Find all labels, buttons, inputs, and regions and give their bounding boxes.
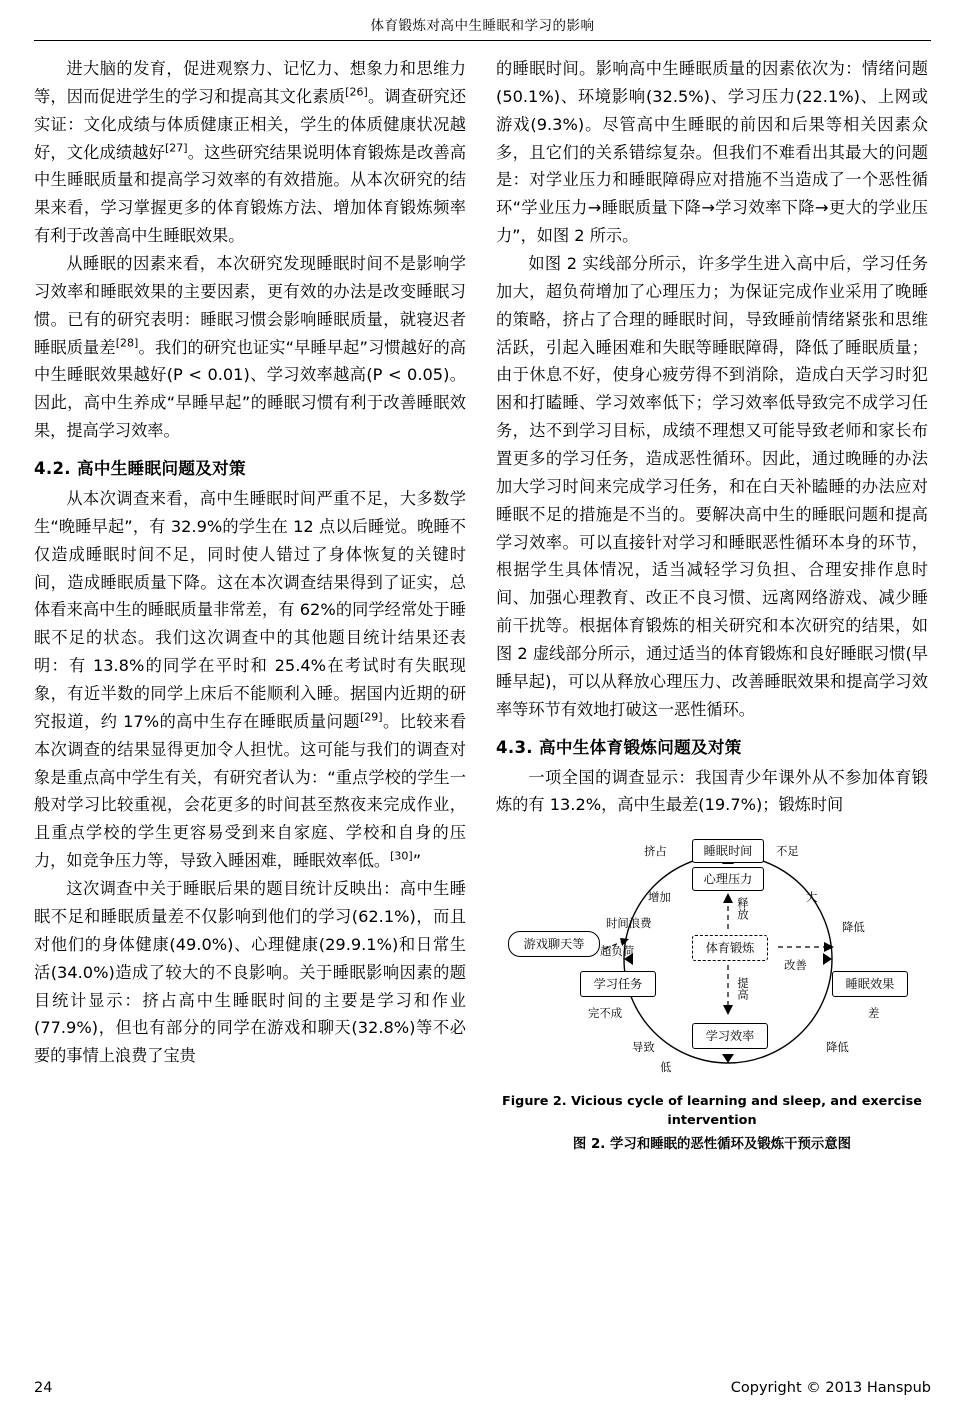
figure-diagram bbox=[496, 831, 928, 1089]
node-learning-efficiency bbox=[692, 1023, 768, 1049]
paragraph: 从本次调查来看，高中生睡眠时间严重不足，大多数学生“晚睡早起”，有 32.9%的学生在 12 点以后睡觉。晚睡不仅造成睡眠时间不足，同时使人错过了身体恢复的关键时间，造成睡眠质量下降。这在本次调查结果得到了证实，总体看来高中生的睡眠质量非常差，有 62%的同学经常处于睡眠不足的状态。我们这次调查中的其他题目统计结果还表明：有 13.8%的同学在平时和 25.4%在考试时有失眠现象，有近半数的同学上床后不能顺利入睡。据国内近期的研究报道，约 17%的高中生存在睡眠质量问题[29]。比较来看本次调查的结果显得更加令人担忧。这可能与我们的调查对象是重点高中学生有关，有研究者认为：“重点学校的学生一般对学习比较重视，会花更多的时间甚至熬夜来完成作业，且重点学校的学生更容易受到来自家庭、学校和自身的压力，如竞争压力等，导致入睡困难，睡眠效率低。[30]” bbox=[34, 489, 467, 871]
node-label: 游戏聊天等 bbox=[523, 936, 585, 951]
edge-label-increase: 增加 bbox=[648, 890, 671, 905]
paragraph: 进大脑的发育，促进观察力、记忆力、想象力和思维力等，因而促进学生的学习和提高其文化素质[26]。调查研究还实证：文化成绩与体质健康正相关，学生的体质健康状况越好，文化成绩越好[27]。这些研究结果说明体育锻炼是改善高中生睡眠质量和提高学习效率的有效措施。从本次研究的结果来看，学习掌握更多的体育锻炼方法、增加体育锻炼频率有利于改善高中生睡眠效果。 bbox=[34, 59, 467, 246]
edge-label-raise: 提高 bbox=[735, 977, 750, 1001]
left-column bbox=[34, 55, 466, 1070]
node-label: 心理压力 bbox=[703, 871, 753, 886]
edge-label-cause: 导致 bbox=[632, 1040, 655, 1055]
copyright-notice: Copyright © 2013 Hanspub bbox=[730, 1380, 931, 1396]
paragraph: 这次调查中关于睡眠后果的题目统计反映出：高中生睡眠不足和睡眠质量差不仅影响到他们的学习(62.1%)，而且对他们的身体健康(49.0%)、心理健康(29.9.1%)和日常生活(34.0%)造成了较大的不良影响。关于睡眠影响因素的题目统计显示：挤占高中生睡眠时间的主要是学习和作业(77.9%)，但也有部分的同学在游戏和聊天(32.8%)等不必要的事情上浪费了宝贵 bbox=[34, 879, 466, 1066]
node-label: 睡眠效果 bbox=[845, 976, 895, 991]
right-column bbox=[496, 55, 928, 1152]
node-game-chat bbox=[508, 931, 600, 957]
edge-label-overload: 超负荷 bbox=[600, 944, 635, 959]
edge-label-reduce-bottom: 降低 bbox=[826, 1040, 849, 1055]
paragraph: 如图 2 实线部分所示，许多学生进入高中后，学习任务加大，超负荷增加了心理压力；为保证完成作业采用了晚睡的策略，挤占了合理的睡眠时间，导致睡前情绪紧张和思维活跃，引起入睡困难和失眠等睡眠障碍，降低了睡眠质量；由于休息不好，使身心疲劳得不到消除，造成白天学习时犯困和打瞌睡、学习效率低下；学习效率低导致完不成学习任务，达不到学习目标，成绩不理想又可能导致老师和家长布置更多的学习任务，造成恶性循环。因此，通过晚睡的办法加大学习时间来完成学习任务，和在白天补瞌睡的办法应对睡眠不足的措施是不当的。要解决高中生的睡眠问题和提高学习效率。可以直接针对学习和睡眠恶性循环本身的环节，根据学生具体情况，适当减轻学习负担、合理安排作息时间、加强心理教育、改正不良习惯、远离网络游戏、减少睡前干扰等。根据体育锻炼的相关研究和本次研究的结果，如图 2 虚线部分所示，通过适当的体育锻炼和良好睡眠习惯(早睡早起)，可以从释放心理压力、改善睡眠效果和提高学习效率等环节有效地打破这一恶性循环。 bbox=[496, 254, 928, 719]
figure-caption-cn: 图 2. 学习和睡眠的恶性循环及锻炼干预示意图 bbox=[572, 1137, 852, 1153]
page-number: 24 bbox=[34, 1380, 53, 1396]
node-label: 学习任务 bbox=[593, 976, 643, 991]
section-heading-4-2: 4.2. 高中生睡眠问题及对策 bbox=[34, 459, 246, 479]
node-label: 体育锻炼 bbox=[705, 940, 755, 955]
node-sleep-time bbox=[692, 839, 764, 863]
edge-label-improve: 改善 bbox=[784, 958, 807, 973]
edge-label-reduce-top: 降低 bbox=[842, 920, 865, 935]
node-psych-pressure bbox=[692, 867, 764, 891]
edge-label-poor: 差 bbox=[868, 1006, 880, 1021]
edge-label-cannot-finish: 完不成 bbox=[588, 1006, 623, 1021]
edge-label-big: 大 bbox=[806, 890, 818, 905]
paragraph: 的睡眠时间。影响高中生睡眠质量的因素依次为：情绪问题(50.1%)、环境影响(32.5%)、学习压力(22.1%)、上网或游戏(9.3%)。尽管高中生睡眠的前因和后果等相关因素众多，且它们的关系错综复杂。但我们不难看出其最大的问题是：对学业压力和睡眠障碍应对措施不当造成了一个恶性循环“学业压力→睡眠质量下降→学习效率下降→更大的学业压力”，如图 2 所示。 bbox=[496, 59, 928, 246]
node-sleep-effect bbox=[832, 971, 908, 997]
node-learning-task bbox=[580, 971, 656, 997]
edge-label-time-waste: 时间浪费 bbox=[606, 916, 652, 931]
edge-label-squeeze: 挤占 bbox=[644, 844, 667, 859]
edge-label-release: 释放 bbox=[735, 897, 750, 921]
node-label: 睡眠时间 bbox=[703, 843, 753, 858]
node-label: 学习效率 bbox=[705, 1028, 755, 1043]
running-head: 体育锻炼对高中生睡眠和学习的影响 bbox=[370, 18, 595, 34]
paragraph: 一项全国的调查显示：我国青少年课外从不参加体育锻炼的有 13.2%，高中生最差(19.7%)；锻炼时间 bbox=[496, 767, 928, 815]
paragraph: 从睡眠的因素来看，本次研究发现睡眠时间不是影响学习效率和睡眠效果的主要因素，更有效的办法是改变睡眠习惯。已有的研究表明：睡眠习惯会影响睡眠质量，就寝迟者睡眠质量差[28]。我们的研究也证实“早睡早起”习惯越好的高中生睡眠效果越好(P < 0.01)、学习效率越高(P < 0.05)。因此，高中生养成“早睡早起”的睡眠习惯有利于改善睡眠效果，提高学习效率。 bbox=[34, 254, 466, 441]
header-divider bbox=[34, 40, 931, 41]
two-column-body bbox=[34, 55, 931, 1152]
page-footer bbox=[34, 1380, 931, 1396]
edge-label-insufficient: 不足 bbox=[776, 844, 799, 859]
figure-caption-en: Figure 2. Vicious cycle of learning and sleep, and exercise intervention bbox=[502, 1094, 922, 1128]
node-physical-exercise bbox=[692, 935, 768, 961]
section-heading-4-3: 4.3. 高中生体育锻炼问题及对策 bbox=[496, 737, 742, 757]
figure-2 bbox=[496, 831, 928, 1152]
edge-label-low: 低 bbox=[660, 1060, 672, 1075]
